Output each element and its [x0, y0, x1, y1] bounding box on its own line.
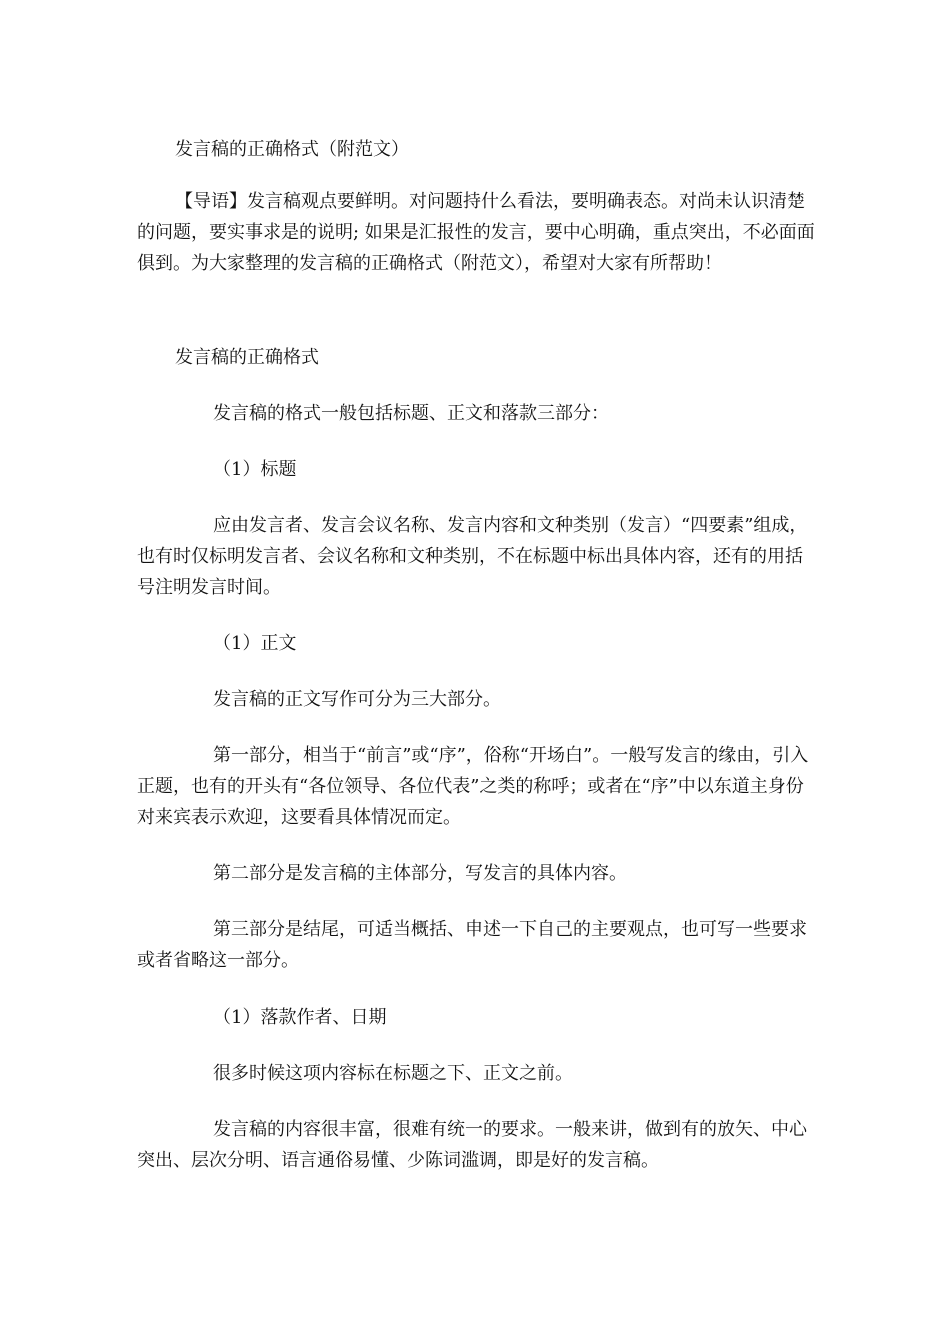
signature-description-paragraph: 很多时候这项内容标在标题之下、正文之前。 — [213, 1063, 573, 1084]
intro-paragraph: 【导语】发言稿观点要鲜明。对问题持什么看法，要明确表态。对尚未认识清楚的问题，要实事求是的说明; 如果是汇报性的发言，要中心明确，重点突出，不必面面俱到。为大家整理的发言稿的正确格式（附范文），希望对大家有所帮助！ — [137, 191, 815, 274]
subheading-title: （1）标题 — [213, 459, 297, 480]
format-overview-paragraph: 发言稿的格式一般包括标题、正文和落款三部分： — [213, 403, 609, 424]
part-two-paragraph: 第二部分是发言稿的主体部分，写发言的具体内容。 — [213, 863, 627, 884]
part-one-paragraph: 第一部分，相当于“前言”或“序”，俗称“开场白”。一般写发言的缘由，引入正题，也有的开头有“各位领导、各位代表”之类的称呼；或者在“序”中以东道主身份对来宾表示欢迎，这要看具体情况而定。 — [137, 745, 809, 828]
subheading-signature: （1）落款作者、日期 — [213, 1007, 387, 1028]
document-title: 发言稿的正确格式（附范文） — [175, 139, 409, 160]
closing-paragraph: 发言稿的内容很丰富，很难有统一的要求。一般来讲，做到有的放矢、中心突出、层次分明、语言通俗易懂、少陈词滥调，即是好的发言稿。 — [137, 1119, 807, 1171]
subheading-body: （1）正文 — [213, 633, 297, 654]
body-overview-paragraph: 发言稿的正文写作可分为三大部分。 — [213, 689, 501, 710]
section-heading: 发言稿的正确格式 — [175, 347, 319, 368]
title-description-paragraph: 应由发言者、发言会议名称、发言内容和文种类别（发言）“四要素”组成，也有时仅标明发言者、会议名称和文种类别，不在标题中标出具体内容，还有的用括号注明发言时间。 — [137, 515, 808, 598]
part-three-paragraph: 第三部分是结尾，可适当概括、申述一下自己的主要观点，也可写一些要求或者省略这一部分。 — [137, 919, 807, 971]
